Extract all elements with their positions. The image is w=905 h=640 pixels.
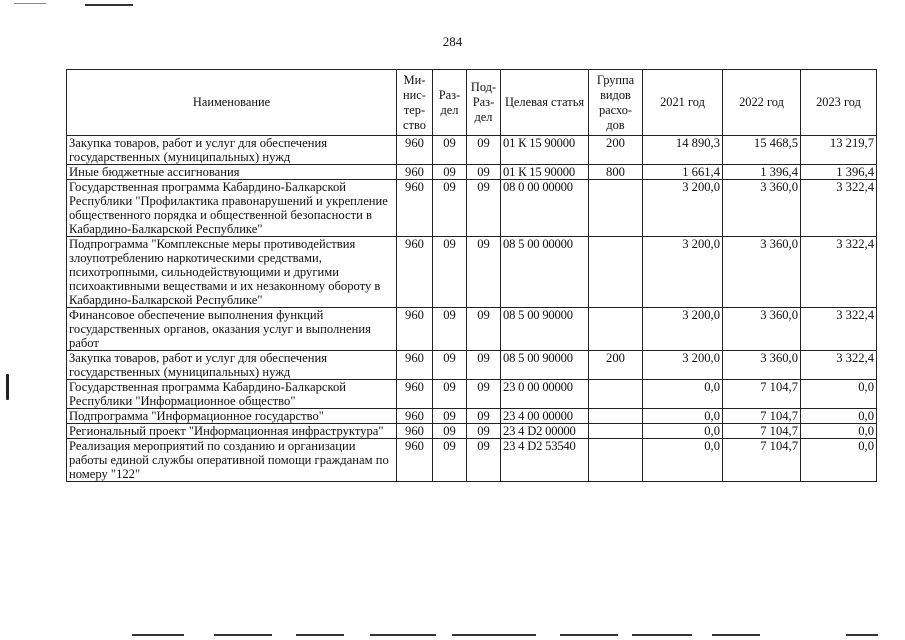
row-2022: 3 360,0 [723,180,801,237]
row-2021: 3 200,0 [643,237,723,308]
scan-artifact-line [846,634,878,636]
row-subsection: 09 [467,439,501,482]
row-target: 23 4 00 00000 [501,409,589,424]
row-2023: 1 396,4 [801,165,877,180]
row-section: 09 [433,308,467,351]
row-section: 09 [433,380,467,409]
row-2021: 0,0 [643,380,723,409]
row-target: 08 5 00 90000 [501,351,589,380]
row-2021: 3 200,0 [643,180,723,237]
scan-artifact-line [214,634,272,636]
row-ministry: 960 [397,380,433,409]
row-section: 09 [433,351,467,380]
row-group [589,180,643,237]
table-row [67,308,877,351]
scan-artifact-line [632,634,692,636]
row-group [589,380,643,409]
row-section: 09 [433,439,467,482]
row-ministry: 960 [397,409,433,424]
row-ministry: 960 [397,351,433,380]
row-2021: 0,0 [643,439,723,482]
row-ministry: 960 [397,136,433,165]
row-subsection: 09 [467,180,501,237]
row-group [589,308,643,351]
row-subsection: 09 [467,424,501,439]
table-row [67,409,877,424]
row-subsection: 09 [467,165,501,180]
row-group [589,424,643,439]
row-2021: 0,0 [643,424,723,439]
row-2021: 1 661,4 [643,165,723,180]
header-target: Целевая статья [501,70,589,136]
table-row [67,136,877,165]
row-section: 09 [433,165,467,180]
row-name: Подпрограмма "Комплексные меры противодействия злоупотреблению наркотическими средствами, психотропными, сильнодействующими и другими психоактивными веществами и их незаконному обороту в Кабардино-Балкарской Республике" [67,237,397,308]
row-2022: 7 104,7 [723,380,801,409]
row-target: 23 0 00 00000 [501,380,589,409]
row-group: 200 [589,351,643,380]
row-subsection: 09 [467,380,501,409]
row-subsection: 09 [467,409,501,424]
row-section: 09 [433,180,467,237]
row-group: 200 [589,136,643,165]
row-ministry: 960 [397,180,433,237]
row-2021: 0,0 [643,409,723,424]
header-section: Раз-дел [433,70,467,136]
row-2023: 0,0 [801,380,877,409]
table-row [67,237,877,308]
row-ministry: 960 [397,308,433,351]
row-section: 09 [433,237,467,308]
scan-artifact-line [14,3,46,4]
table-row [67,180,877,237]
row-target: 08 5 00 00000 [501,237,589,308]
scan-artifact-line [560,634,618,636]
row-2023: 3 322,4 [801,180,877,237]
row-2023: 0,0 [801,409,877,424]
row-2021: 14 890,3 [643,136,723,165]
row-2023: 3 322,4 [801,308,877,351]
row-target: 01 К 15 90000 [501,165,589,180]
row-target: 08 0 00 00000 [501,180,589,237]
row-2021: 3 200,0 [643,308,723,351]
row-2022: 7 104,7 [723,409,801,424]
page-number: 284 [442,34,463,49]
header-ministry: Ми-нис-тер-ство [397,70,433,136]
row-group [589,409,643,424]
row-ministry: 960 [397,237,433,308]
table-row [67,165,877,180]
row-2023: 3 322,4 [801,237,877,308]
table-row [67,424,877,439]
scan-artifact-line [132,634,184,636]
row-target: 08 5 00 90000 [501,308,589,351]
table-row [67,380,877,409]
header-2022: 2022 год [723,70,801,136]
row-ministry: 960 [397,439,433,482]
scan-artifact-line [85,4,133,6]
row-2022: 7 104,7 [723,424,801,439]
row-2022: 15 468,5 [723,136,801,165]
row-section: 09 [433,409,467,424]
table-body [67,136,877,482]
row-group [589,237,643,308]
row-name: Реализация мероприятий по созданию и организации работы единой службы оперативной помощи гражданам по номеру "122" [67,439,397,482]
row-name: Закупка товаров, работ и услуг для обеспечения государственных (муниципальных) нужд [67,136,397,165]
row-ministry: 960 [397,165,433,180]
row-group [589,439,643,482]
row-section: 09 [433,424,467,439]
row-subsection: 09 [467,308,501,351]
row-2023: 3 322,4 [801,351,877,380]
row-name: Закупка товаров, работ и услуг для обеспечения государственных (муниципальных) нужд [67,351,397,380]
table-header [67,70,877,136]
header-subsection: Под-Раз-дел [467,70,501,136]
row-2023: 0,0 [801,424,877,439]
row-section: 09 [433,136,467,165]
row-subsection: 09 [467,351,501,380]
table-row [67,351,877,380]
row-target: 23 4 D2 53540 [501,439,589,482]
row-2022: 7 104,7 [723,439,801,482]
scan-artifact-line [296,634,344,636]
scan-artifact-line [712,634,760,636]
row-2023: 0,0 [801,439,877,482]
scan-artifact-line [370,634,436,636]
header-2023: 2023 год [801,70,877,136]
budget-table [66,69,877,482]
row-name: Государственная программа Кабардино-Балкарской Республики "Информационное общество" [67,380,397,409]
table-row [67,439,877,482]
row-name: Финансовое обеспечение выполнения функций государственных органов, оказания услуг и выполнения работ [67,308,397,351]
row-name: Государственная программа Кабардино-Балкарской Республики "Профилактика правонарушений и укрепление общественного порядка и общественной безопасности в Кабардино-Балкарской Республике" [67,180,397,237]
scan-artifact-lines [0,632,905,640]
row-name: Региональный проект "Информационная инфраструктура" [67,424,397,439]
row-2021: 3 200,0 [643,351,723,380]
row-2023: 13 219,7 [801,136,877,165]
header-expense-group: Группа видов расхо-дов [589,70,643,136]
header-row [67,70,877,136]
row-target: 01 К 15 90000 [501,136,589,165]
row-group: 800 [589,165,643,180]
scan-artifact-mark [6,374,9,400]
row-2022: 3 360,0 [723,237,801,308]
row-ministry: 960 [397,424,433,439]
header-name: Наименование [67,70,397,136]
scan-artifact-line [452,634,536,636]
row-2022: 3 360,0 [723,308,801,351]
row-name: Иные бюджетные ассигнования [67,165,397,180]
header-2021: 2021 год [643,70,723,136]
row-2022: 3 360,0 [723,351,801,380]
row-target: 23 4 D2 00000 [501,424,589,439]
row-2022: 1 396,4 [723,165,801,180]
row-name: Подпрограмма "Информационное государство" [67,409,397,424]
row-subsection: 09 [467,237,501,308]
row-subsection: 09 [467,136,501,165]
